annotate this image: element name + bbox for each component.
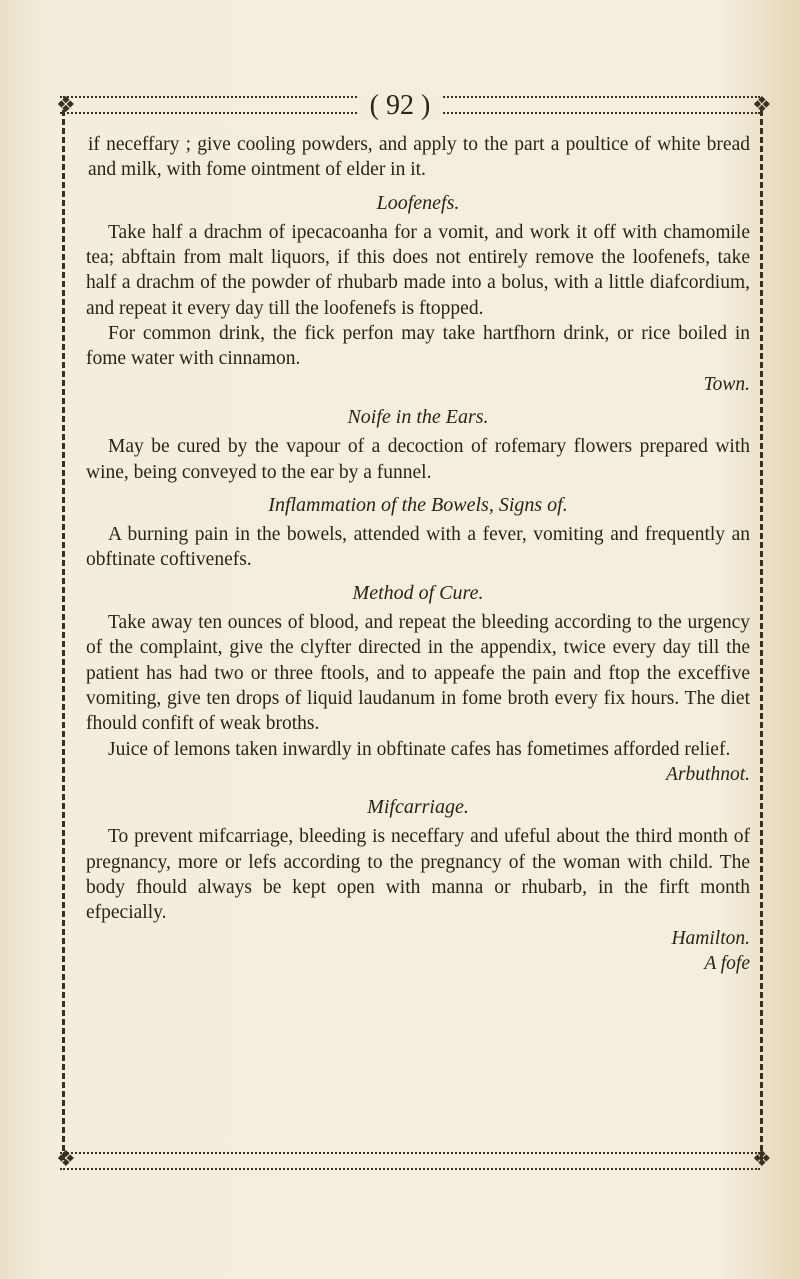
source-attribution: A fofe	[704, 952, 750, 974]
page-number: ( 92 )	[358, 90, 443, 121]
paragraph: A burning pain in the bowels, attended with a fever, vomiting and frequently an obftinate coftivenefs.	[86, 524, 750, 571]
corner-ornament-icon: ❖	[752, 1146, 772, 1171]
corner-ornament-icon: ❖	[56, 92, 76, 117]
paragraph: if neceffary ; give cooling powders, and apply to the part a poultice of white bread and milk, with fome ointment of elder in it.	[88, 134, 750, 181]
corner-ornament-icon: ❖	[56, 1146, 76, 1171]
paragraph: For common drink, the fick perfon may take hartfhorn drink, or rice boiled in fome water with cinnamon.	[86, 323, 750, 370]
section-heading: Mifcarriage.	[367, 796, 469, 819]
section-heading: Inflammation of the Bowels, Signs of.	[268, 493, 568, 516]
bottom-ornamental-border	[60, 1152, 760, 1170]
corner-ornament-icon: ❖	[752, 92, 772, 117]
right-ornamental-border	[760, 110, 771, 1160]
page-header	[0, 90, 800, 122]
paragraph: May be cured by the vapour of a decoction of rofemary flowers prepared with wine, being conveyed to the ear by a funnel.	[86, 436, 750, 483]
paragraph: Take half a drachm of ipecacoanha for a vomit, and work it off with chamomile tea; abftain from malt liquors, if this does not entirely remove the loofenefs, take half a drachm of the powder of rhubarb made into a bolus, with a little diafcordium, and repeat it every day till the loofenefs is ftopped.	[86, 221, 750, 319]
section-heading: Method of Cure.	[352, 581, 484, 604]
left-ornamental-border	[62, 110, 73, 1160]
source-attribution: Town.	[703, 373, 750, 395]
source-attribution: Arbuthnot.	[666, 763, 750, 785]
section-heading: Noife in the Ears.	[347, 405, 489, 428]
page-body	[86, 132, 750, 976]
paragraph: Juice of lemons taken inwardly in obftinate cafes has fometimes afforded relief.	[108, 738, 731, 760]
section-heading: Loofenefs.	[376, 191, 460, 214]
paragraph: Take away ten ounces of blood, and repeat the bleeding according to the urgency of the complaint, give the clyfter directed in the appendix, twice every day till the patient has had two or three ftools, and to appeafe the pain and ftop the exceffive vomiting, give ten drops of liquid laudanum in fome broth every fix hours. The diet fhould confift of weak broths.	[86, 612, 750, 735]
paragraph: To prevent mifcarriage, bleeding is neceffary and ufeful about the third month of pregnancy, more or lefs according to the pregnancy of the woman with child. The body fhould always be kept open with manna or rhubarb, in the firft month efpecially.	[86, 826, 750, 924]
source-attribution: Hamilton.	[671, 927, 750, 949]
